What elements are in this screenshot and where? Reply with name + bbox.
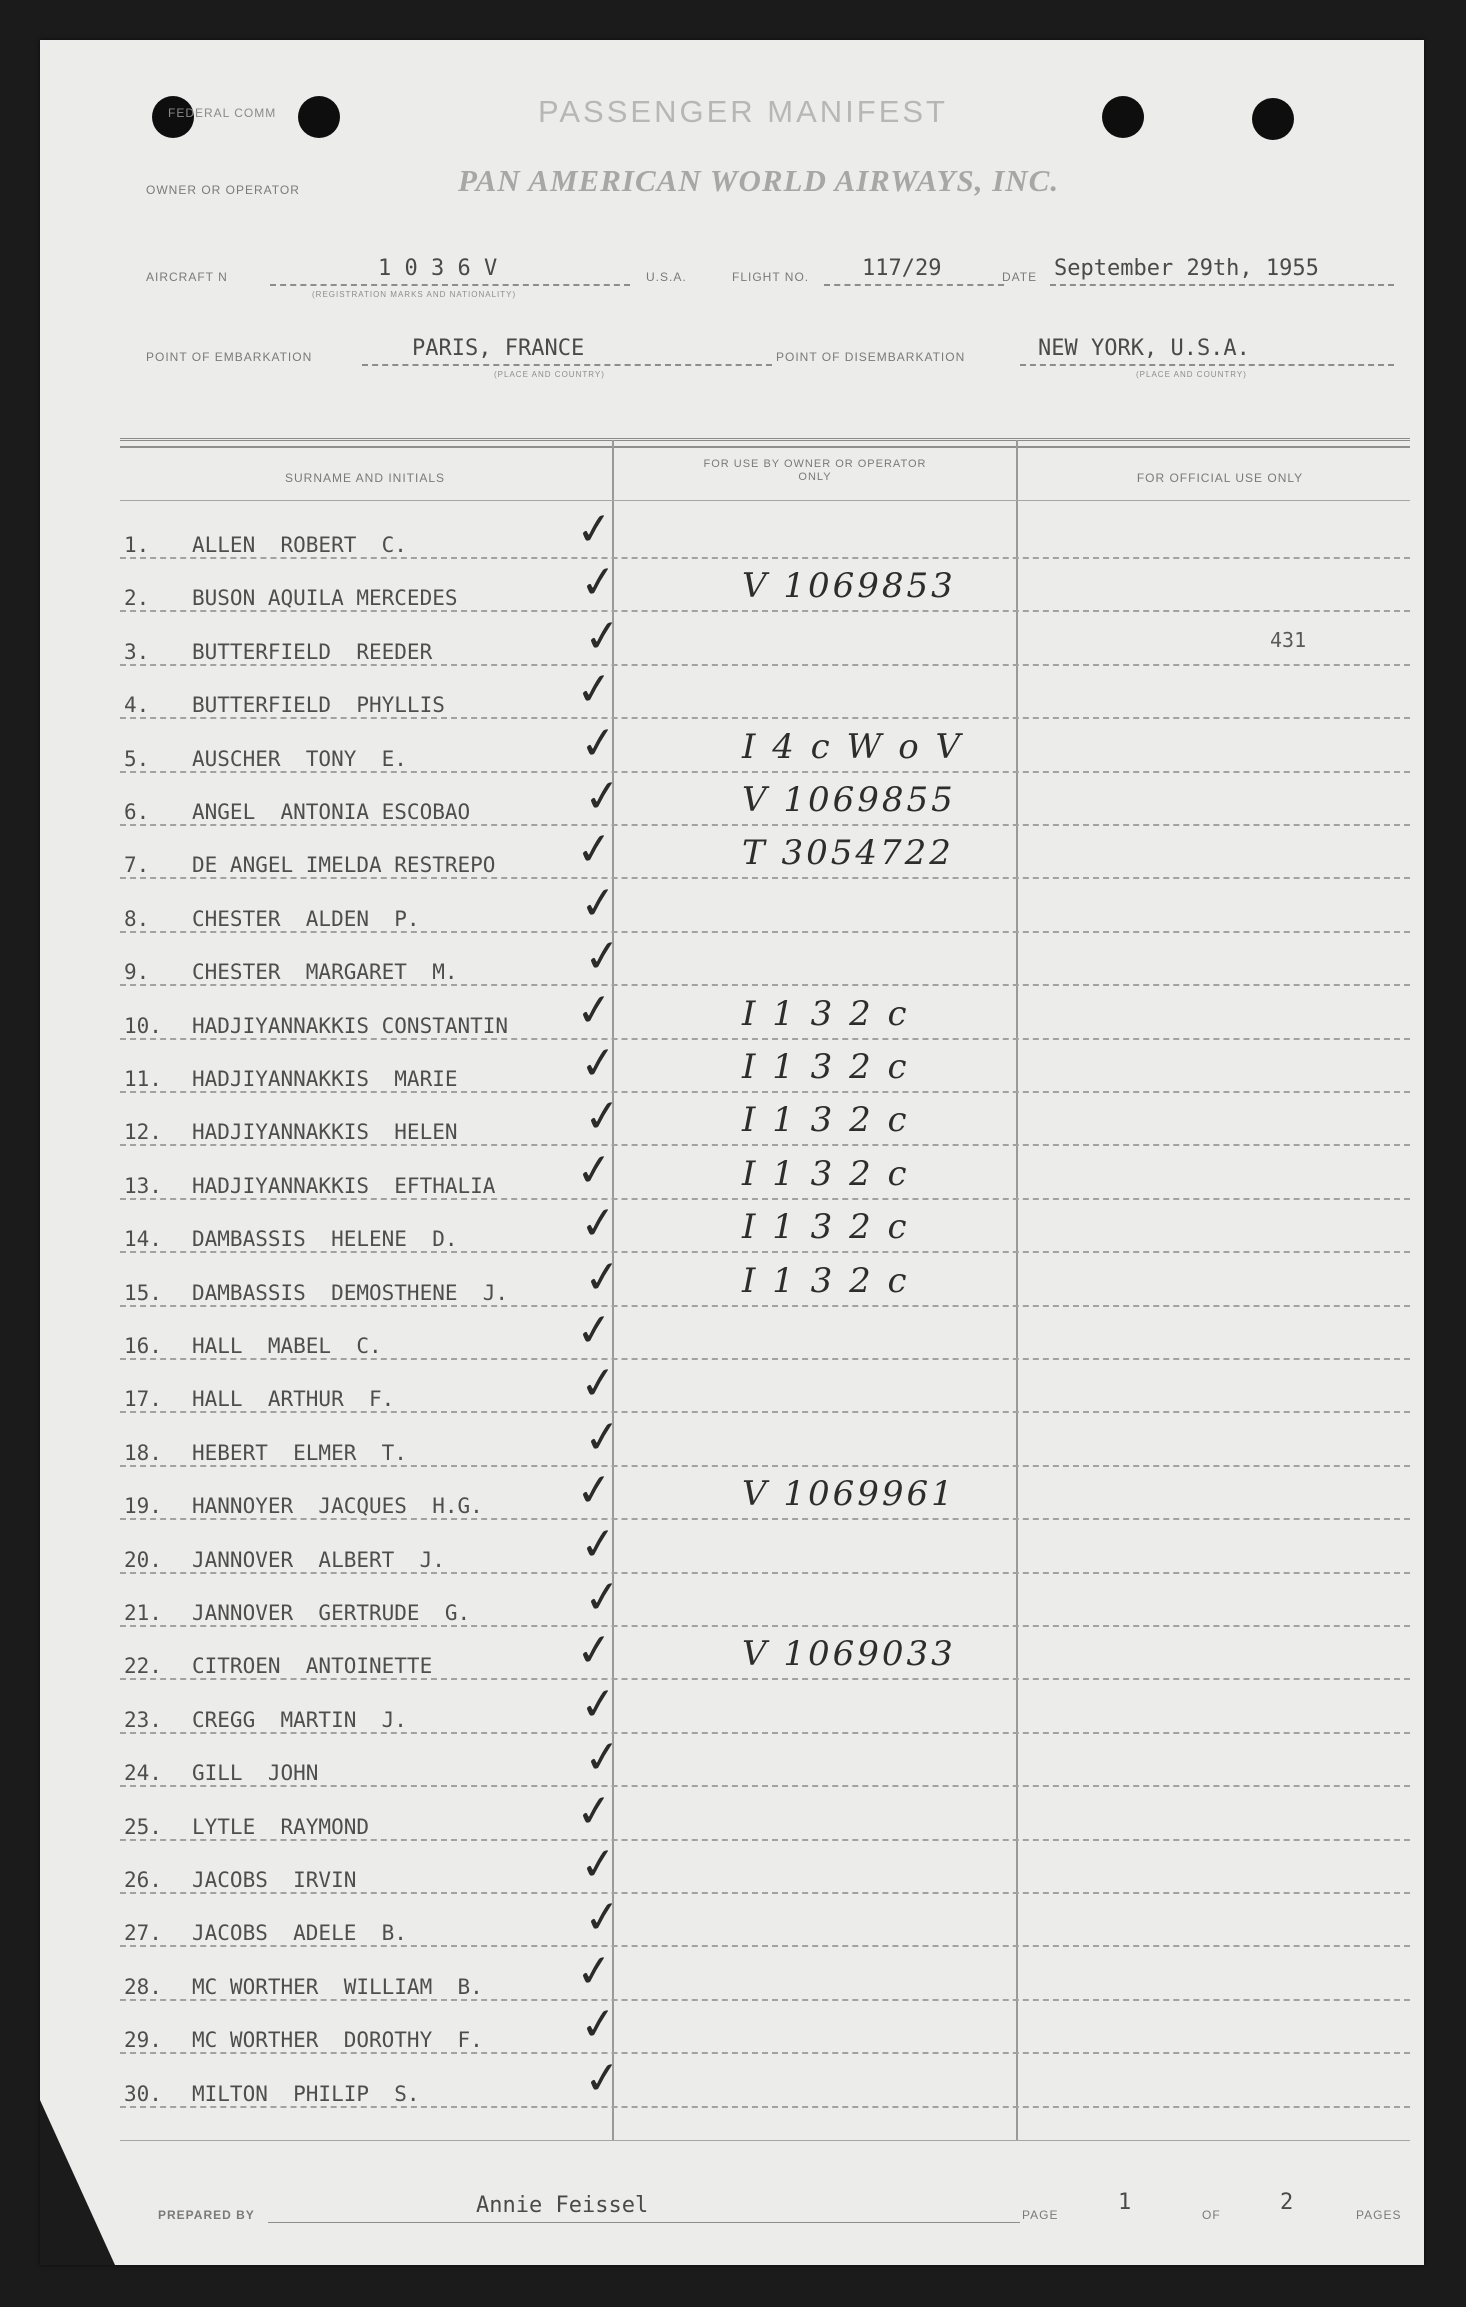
operator-note: V 1069853 [742, 566, 956, 607]
row-rule [120, 771, 1410, 773]
row-rule [120, 1572, 1410, 1574]
row-number: 7. [124, 853, 150, 878]
operator-note: V 1069855 [742, 780, 956, 820]
row-number: 20. [124, 1547, 162, 1572]
check-mark-icon: ✓ [577, 876, 620, 931]
row-number: 1. [124, 533, 150, 557]
date-underline [1050, 284, 1394, 286]
passenger-row [120, 1837, 1410, 1896]
registration-caption: (REGISTRATION MARKS AND NATIONALITY) [312, 290, 517, 299]
row-rule [120, 824, 1410, 826]
aircraft-label: AIRCRAFT N [146, 270, 228, 284]
row-rule [120, 1358, 1410, 1360]
passenger-row [120, 502, 1410, 561]
check-mark-icon: ✓ [581, 609, 624, 664]
date-value: September 29th, 1955 [1054, 256, 1319, 281]
operator-note: I 1 3 2 c [742, 1100, 910, 1141]
passenger-name: GILL JOHN [192, 1761, 319, 1786]
row-number: 22. [124, 1654, 162, 1679]
row-rule [120, 1198, 1410, 1200]
document-title: PASSENGER MANIFEST [538, 94, 948, 129]
row-rule [120, 610, 1410, 612]
passenger-row [120, 1890, 1410, 1949]
page-number: 1 [1118, 2190, 1132, 2215]
passenger-row [120, 715, 1410, 775]
row-rule [120, 877, 1410, 879]
row-number: 25. [124, 1814, 162, 1839]
header-rule [120, 500, 1410, 501]
row-number: 29. [124, 2028, 162, 2053]
row-number: 3. [124, 639, 150, 664]
prepared-by-value: Annie Feissel [476, 2193, 649, 2218]
row-number: 9. [124, 960, 150, 985]
row-number: 6. [124, 800, 150, 824]
row-number: 24. [124, 1761, 162, 1786]
row-rule [120, 1251, 1410, 1253]
check-mark-icon: ✓ [573, 1463, 616, 1518]
table-top-rule-2 [120, 446, 1410, 448]
prepared-underline [268, 2222, 1020, 2223]
owner-label: OWNER OR OPERATOR [146, 183, 300, 197]
passenger-name: DAMBASSIS HELENE D. [192, 1227, 458, 1252]
disembarkation-label: POINT OF DISEMBARKATION [776, 350, 966, 364]
passenger-name: BUTTERFIELD PHYLLIS [192, 693, 445, 718]
passenger-name: JANNOVER GERTRUDE G. [192, 1601, 471, 1625]
table-top-rule [120, 438, 1410, 441]
operator-note: V 1069033 [742, 1634, 956, 1675]
row-rule [120, 2052, 1410, 2054]
passenger-name: JACOBS IRVIN [192, 1868, 357, 1892]
official-note: 431 [1270, 627, 1307, 652]
row-rule [120, 664, 1410, 666]
check-mark-icon: ✓ [581, 1890, 624, 1946]
row-number: 27. [124, 1921, 162, 1946]
of-label: OF [1202, 2208, 1221, 2222]
row-rule [120, 1732, 1410, 1734]
check-mark-icon: ✓ [573, 822, 616, 878]
passenger-row [120, 2050, 1410, 2110]
passenger-name: ALLEN ROBERT C. [192, 533, 407, 557]
check-mark-icon: ✓ [577, 1837, 620, 1892]
federal-stamp: FEDERAL COMM [168, 106, 277, 120]
check-mark-icon: ✓ [581, 2050, 624, 2106]
row-number: 15. [124, 1280, 162, 1305]
check-mark-icon: ✓ [581, 1570, 624, 1625]
passenger-row [120, 1623, 1410, 1682]
passenger-row [120, 609, 1410, 668]
punch-hole [1102, 96, 1144, 138]
row-number: 12. [124, 1120, 162, 1145]
passenger-row [120, 1196, 1410, 1255]
flight-label: FLIGHT NO. [732, 270, 810, 284]
check-mark-icon: ✓ [573, 1623, 616, 1679]
passenger-row [120, 1677, 1410, 1736]
check-mark-icon: ✓ [577, 1997, 620, 2052]
passenger-row [120, 982, 1410, 1042]
check-mark-icon: ✓ [577, 1036, 620, 1091]
row-rule [120, 1785, 1410, 1787]
operator-note: I 1 3 2 c [742, 1047, 910, 1087]
passenger-name: BUSON AQUILA MERCEDES [192, 586, 458, 611]
flight-value: 117/29 [862, 256, 942, 281]
check-mark-icon: ✓ [573, 1143, 616, 1198]
row-number: 28. [124, 1974, 162, 1999]
row-rule [120, 557, 1410, 559]
row-number: 18. [124, 1440, 162, 1465]
passenger-row [120, 1516, 1410, 1576]
date-label: DATE [1002, 270, 1038, 284]
passenger-row [120, 1303, 1410, 1362]
passenger-row [120, 1410, 1410, 1469]
passenger-name: MILTON PHILIP S. [192, 2081, 420, 2106]
check-mark-icon: ✓ [577, 1677, 620, 1732]
passenger-name: ANGEL ANTONIA ESCOBAO [192, 800, 471, 824]
row-number: 2. [124, 586, 150, 611]
passenger-name: HALL MABEL C. [192, 1334, 382, 1358]
passenger-name: BUTTERFIELD REEDER [192, 639, 433, 664]
row-rule [120, 984, 1410, 986]
table-bottom-rule [120, 2140, 1410, 2141]
check-mark-icon: ✓ [577, 1196, 620, 1251]
check-mark-icon: ✓ [577, 1516, 620, 1572]
passenger-name: CITROEN ANTOINETTE [192, 1654, 433, 1679]
passenger-name: HANNOYER JACQUES H.G. [192, 1494, 483, 1519]
check-mark-icon: ✓ [577, 555, 620, 611]
usa-label: U.S.A. [646, 270, 687, 284]
passenger-row [120, 1356, 1410, 1415]
row-number: 11. [124, 1067, 162, 1091]
passenger-name: HADJIYANNAKKIS HELEN [192, 1120, 458, 1145]
check-mark-icon: ✓ [573, 982, 616, 1038]
row-rule [120, 1892, 1410, 1894]
row-rule [120, 1945, 1410, 1947]
passenger-row [120, 1783, 1410, 1843]
row-rule [120, 1091, 1410, 1093]
passenger-name: MC WORTHER WILLIAM B. [192, 1974, 483, 1999]
punch-hole [1252, 98, 1294, 140]
row-rule [120, 1839, 1410, 1841]
row-number: 23. [124, 1707, 162, 1732]
disembarkation-caption: (PLACE AND COUNTRY) [1136, 370, 1247, 379]
passenger-row [120, 1143, 1410, 1202]
row-rule [120, 1678, 1410, 1680]
row-number: 8. [124, 906, 150, 931]
check-mark-icon: ✓ [581, 769, 624, 824]
passenger-name: HADJIYANNAKKIS CONSTANTIN [192, 1013, 509, 1038]
row-number: 17. [124, 1387, 162, 1412]
row-number: 16. [124, 1334, 162, 1358]
passenger-name: JANNOVER ALBERT J. [192, 1547, 445, 1572]
col-header-surname: SURNAME AND INITIALS [284, 471, 446, 485]
check-mark-icon: ✓ [573, 1303, 616, 1358]
punch-hole [298, 96, 340, 138]
disembarkation-value: NEW YORK, U.S.A. [1038, 336, 1250, 361]
embarkation-value: PARIS, FRANCE [412, 336, 585, 361]
passenger-row [120, 929, 1410, 988]
check-mark-icon: ✓ [581, 1730, 624, 1785]
row-rule [120, 1465, 1410, 1467]
page-label: PAGE [1022, 2208, 1059, 2222]
row-rule [120, 717, 1410, 719]
passenger-row [120, 769, 1410, 828]
passenger-row [120, 1997, 1410, 2056]
operator-note: I 1 3 2 c [742, 993, 910, 1034]
row-number: 14. [124, 1227, 162, 1252]
row-rule [120, 1038, 1410, 1040]
check-mark-icon: ✓ [577, 715, 620, 771]
prepared-by-label: PREPARED BY [158, 2208, 255, 2222]
passenger-name: MC WORTHER DOROTHY F. [192, 2028, 483, 2053]
operator-note: I 4 c W o V [742, 726, 964, 767]
passenger-row [120, 876, 1410, 935]
check-mark-icon: ✓ [573, 1783, 616, 1839]
row-number: 30. [124, 2081, 162, 2106]
row-rule [120, 1999, 1410, 2001]
passenger-row [120, 1463, 1410, 1522]
check-mark-icon: ✓ [581, 1410, 624, 1465]
passenger-name: CREGG MARTIN J. [192, 1707, 407, 1732]
torn-corner [40, 2100, 115, 2265]
passenger-row [120, 1249, 1410, 1309]
passenger-name: HALL ARTHUR F. [192, 1387, 395, 1412]
passenger-name: HADJIYANNAKKIS EFTHALIA [192, 1173, 496, 1198]
row-rule [120, 2106, 1410, 2108]
check-mark-icon: ✓ [573, 502, 616, 557]
passenger-name: AUSCHER TONY E. [192, 746, 407, 771]
passenger-name: CHESTER MARGARET M. [192, 960, 458, 985]
row-rule [120, 1625, 1410, 1627]
aircraft-underline [270, 284, 630, 286]
passenger-name: LYTLE RAYMOND [192, 1814, 370, 1839]
check-mark-icon: ✓ [581, 929, 624, 984]
row-rule [120, 931, 1410, 933]
row-number: 13. [124, 1173, 162, 1198]
passenger-name: HEBERT ELMER T. [192, 1440, 407, 1465]
check-mark-icon: ✓ [577, 1356, 620, 1412]
operator-note: I 1 3 2 c [742, 1207, 910, 1248]
pages-label: PAGES [1356, 2208, 1402, 2222]
row-number: 4. [124, 693, 150, 718]
embarkation-caption: (PLACE AND COUNTRY) [494, 370, 605, 379]
passenger-row [120, 1730, 1410, 1789]
passenger-name: JACOBS ADELE B. [192, 1921, 407, 1946]
passenger-name: HADJIYANNAKKIS MARIE [192, 1067, 458, 1091]
row-rule [120, 1411, 1410, 1413]
passenger-row [120, 662, 1410, 721]
passenger-name: DAMBASSIS DEMOSTHENE J. [192, 1280, 509, 1305]
row-number: 19. [124, 1494, 162, 1519]
row-rule [120, 1518, 1410, 1520]
row-number: 10. [124, 1013, 162, 1038]
check-mark-icon: ✓ [573, 662, 616, 717]
passenger-name: CHESTER ALDEN P. [192, 906, 420, 931]
total-pages: 2 [1280, 2190, 1294, 2215]
row-number: 21. [124, 1601, 162, 1625]
row-rule [120, 1144, 1410, 1146]
passenger-row [120, 555, 1410, 614]
disembarkation-underline [1020, 364, 1394, 366]
row-number: 5. [124, 746, 150, 771]
row-number: 26. [124, 1868, 162, 1892]
aircraft-value: 1 0 3 6 V [378, 256, 498, 281]
passenger-row [120, 1944, 1410, 2003]
passenger-row [120, 1036, 1410, 1095]
col-header-owner: FOR USE BY OWNER OR OPERATOR ONLY [703, 458, 927, 483]
passenger-row [120, 822, 1410, 881]
passenger-row [120, 1089, 1410, 1148]
operator-note: I 1 3 2 c [742, 1260, 910, 1301]
row-rule [120, 1305, 1410, 1307]
operator-note: T 3054722 [742, 833, 954, 874]
check-mark-icon: ✓ [581, 1089, 624, 1145]
check-mark-icon: ✓ [581, 1249, 624, 1305]
passenger-name: DE ANGEL IMELDA RESTREPO [192, 853, 496, 878]
check-mark-icon: ✓ [573, 1944, 616, 1999]
passenger-row [120, 1570, 1410, 1629]
operator-note: I 1 3 2 c [742, 1153, 910, 1194]
col-header-official: FOR OFFICIAL USE ONLY [1136, 471, 1304, 485]
carrier-name: PAN AMERICAN WORLD AIRWAYS, INC. [458, 163, 1060, 198]
flight-underline [824, 284, 1004, 286]
operator-note: V 1069961 [742, 1474, 956, 1515]
embarkation-label: POINT OF EMBARKATION [146, 350, 313, 364]
embarkation-underline [362, 364, 772, 366]
